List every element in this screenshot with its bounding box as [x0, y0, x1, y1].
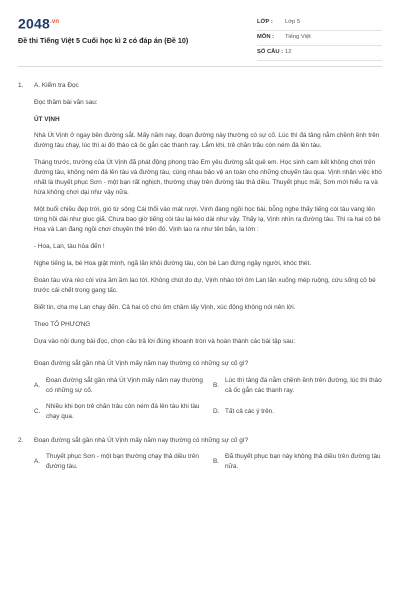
- story-paragraph: Một buổi chiều đẹp trời, gió từ sông Cái thổi vào mát rượi. Vịnh đang ngồi học bài, bỗng nghe thấy tiếng còi tàu vang lên từng hồi dài như giục giã. Chưa bao giờ tiếng còi tàu lại kéo dài như vậy. Thấy lạ, Vịnh nhìn ra đường tàu. Thì ra hai cô bé Hoa và Lan đang ngồi chơi chuyền thẻ trên đó. Vịnh lao ra như tên bắn, la lớn :: [34, 206, 381, 233]
- story-paragraph: Tháng trước, trường của Út Vịnh đã phát động phong trào Em yêu đường sắt quê em. Học sinh cam kết không chơi trên đường tàu, không ném đá lên tàu và đường tàu, cùng nhau bảo vệ an toàn cho những chuyến tàu qua. Vịnh nhận việc khó nhất là thuyết phục Sơn - một bạn rất nghịch, thường chạy trên đường tàu thả diều. Thuyết phục mãi, Sơn mới hiểu ra và hứa không chơi dại như vậy nữa.: [34, 159, 382, 196]
- meta-value: 12: [285, 49, 292, 55]
- answer-options: [18, 452, 382, 472]
- task-instruction: Dựa vào nội dung bài đọc, chọn câu trả lời đúng khoanh tròn và hoàn thành các bài tập sau:: [34, 338, 296, 345]
- option-text: Nhiều khi bọn trẻ chăn trâu còn ném đá lên tàu khi tàu chạy qua.: [46, 403, 200, 420]
- option-text: Đoạn đường sắt gần nhà Út Vịnh mấy năm nay thường có những sự cố.: [46, 377, 203, 394]
- meta-value: Lớp 5: [285, 19, 301, 25]
- meta-table: [257, 16, 382, 61]
- option-c[interactable]: [34, 402, 203, 422]
- option-letter: D.: [213, 408, 220, 415]
- option-letter: A.: [34, 458, 41, 465]
- meta-row-class: [257, 16, 382, 31]
- option-text: Thuyết phục Sơn - một bạn thường chạy thả diều trên đường tàu.: [46, 453, 199, 470]
- story-source: Theo TÔ PHƯƠNG: [34, 321, 91, 328]
- option-b[interactable]: [213, 452, 382, 472]
- option-letter: C.: [34, 408, 41, 415]
- option-text: Lúc thì tảng đá nằm chềnh ềnh trên đường, lúc thì tháo cả ốc gắn các thanh ray.: [225, 377, 382, 394]
- meta-row-count: [257, 46, 382, 61]
- option-b[interactable]: [213, 376, 382, 396]
- question-body: [34, 81, 382, 422]
- site-logo[interactable]: [18, 14, 188, 32]
- section-heading: A. Kiểm tra Đọc: [34, 82, 79, 89]
- logo-main: 2048: [18, 15, 50, 32]
- document-title: Đề thi Tiếng Việt 5 Cuối học kì 2 có đáp án (Đề 10): [18, 35, 189, 45]
- option-letter: B.: [213, 382, 220, 389]
- exam-content: [18, 81, 382, 472]
- question-number: 2.: [18, 437, 24, 444]
- question-1: [18, 81, 382, 422]
- logo-suffix: .vn: [49, 19, 60, 25]
- meta-label: SỐ CÂU :: [257, 49, 284, 55]
- story-paragraph: Nhà Út Vịnh ở ngay bên đường sắt. Mấy năm nay, đoạn đường này thường có sự cố. Lúc thì đá tảng nằm chềnh ềnh trên đường tàu chạy, lúc thì ai đó tháo cả ốc gắn các thanh ray. Lắm khi, trẻ chăn trâu còn ném đá lên tàu.: [34, 132, 380, 149]
- meta-label: LỚP :: [257, 19, 273, 25]
- meta-value: Tiếng Việt: [285, 34, 311, 40]
- option-text: Tất cả các ý trên.: [225, 408, 275, 415]
- option-a[interactable]: [34, 376, 203, 396]
- answer-options: [34, 376, 382, 422]
- header: [18, 0, 382, 64]
- question-2: [18, 436, 382, 446]
- option-letter: B.: [213, 458, 220, 465]
- option-a[interactable]: [34, 452, 203, 472]
- meta-row-subject: [257, 31, 382, 46]
- story-paragraph: Nghe tiếng la, bé Hoa giật mình, ngã lăn khỏi đường tàu, còn bé Lan đứng ngây người, khóc thét.: [34, 260, 312, 267]
- meta-label: MÔN :: [257, 34, 275, 40]
- instruction: Đọc thầm bài văn sau:: [34, 99, 98, 106]
- option-letter: A.: [34, 382, 41, 389]
- question-number: 1.: [18, 82, 24, 89]
- option-text: Đã thuyết phục bạn này không thả diều trên đường tàu nữa.: [225, 453, 381, 470]
- header-divider: [18, 66, 382, 67]
- brand-block: [18, 14, 188, 45]
- sub-question: Đoạn đường sắt gần nhà Út Vịnh mấy năm nay thường có những sự cố gì?: [34, 360, 249, 367]
- story-paragraph: - Hoa, Lan, tàu hỏa đến !: [34, 243, 105, 250]
- question-text: Đoạn đường sắt gần nhà Út Vịnh mấy năm nay thường có những sự cố gì?: [34, 437, 249, 444]
- option-d[interactable]: [213, 402, 382, 422]
- story-paragraph: Đoàn tàu vừa réo còi vừa ầm ầm lao tới. Không chút do dự, Vịnh nhào tới ôm Lan lăn xuống mép ruộng, cứu sống cô bé trước cái chết trong gang tấc.: [34, 277, 376, 294]
- story-title: ÚT VỊNH: [34, 116, 60, 123]
- story-paragraph: Biết tin, cha mẹ Lan chạy đến. Cả hai cô chú ôm chầm lấy Vịnh, xúc động không nói nên lời.: [34, 304, 296, 311]
